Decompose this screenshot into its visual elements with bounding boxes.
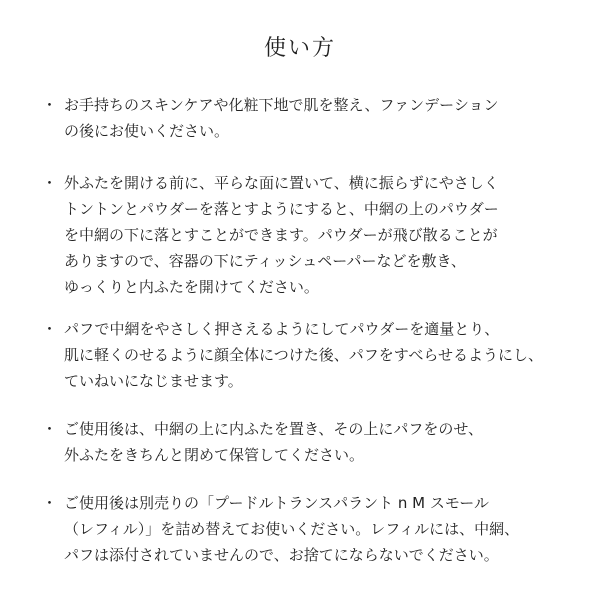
instruction-line: パフは添付されていませんので、お捨てにならないでください。 — [64, 546, 499, 564]
instruction-line: （レフィル）」を詰め替えてお使いください。レフィルには、中網、 — [64, 520, 520, 538]
instruction-line: パフで中網をやさしく押さえるようにしてパウダーを適量とり、 — [64, 320, 500, 338]
instruction-text — [64, 416, 584, 468]
instruction-line: を中網の下に落とすことができます。パウダーが飛び散ることが — [64, 226, 498, 244]
instruction-text — [64, 316, 584, 394]
instruction-line: お手持ちのスキンケアや化粧下地で肌を整え、ファンデーション — [64, 96, 499, 114]
bullet-marker: ・ — [42, 320, 58, 338]
instruction-line: の後にお使いください。 — [64, 122, 230, 140]
instruction-text — [64, 490, 584, 568]
instruction-line: 肌に軽くのせるように顔全体につけた後、パフをすべらせるようにし、 — [64, 346, 543, 364]
page-title: 使い方 — [263, 36, 336, 61]
instruction-line: ゆっくりと内ふたを開けてください。 — [64, 278, 319, 296]
bullet-marker: ・ — [42, 174, 58, 192]
instruction-line: 外ふたをきちんと閉めて保管してください。 — [64, 446, 365, 464]
bullet-marker: ・ — [42, 96, 58, 114]
bullet-marker: ・ — [42, 494, 58, 512]
instruction-text — [64, 92, 584, 144]
instruction-line: ありますので、容器の下にティッシュペーパーなどを敷き、 — [64, 252, 466, 270]
instruction-line: ご使用後は別売りの「プードルトランスパラント n M スモール — [64, 494, 489, 512]
instruction-line: 外ふたを開ける前に、平らな面に置いて、横に振らずにやさしく — [64, 174, 499, 192]
bullet-marker: ・ — [42, 420, 58, 438]
instruction-line: ていねいになじませます。 — [64, 372, 243, 390]
instruction-text — [64, 170, 584, 300]
instruction-line: トントンとパウダーを落とすようにすると、中網の上のパウダー — [64, 200, 499, 218]
instruction-line: ご使用後は、中網の上に内ふたを置き、その上にパフをのせ、 — [64, 420, 483, 438]
